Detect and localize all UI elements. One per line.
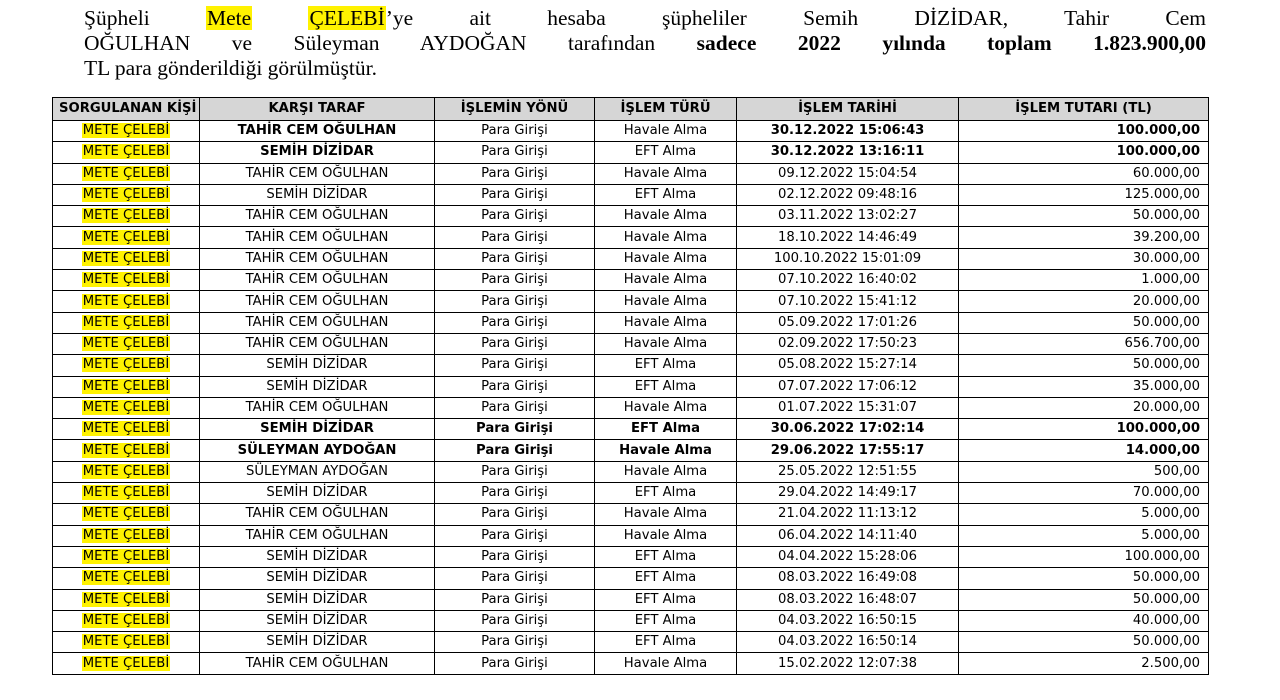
cell-person (53, 653, 200, 674)
intro-text (252, 6, 308, 30)
cell-type: Havale Alma (595, 248, 737, 269)
cell-date: 29.06.2022 17:55:17 (737, 440, 959, 461)
cell-counterparty: TAHİR CEM OĞULHAN (200, 333, 435, 354)
highlighted-person-name: METE ÇELEBİ (82, 485, 170, 501)
cell-amount: 50.000,00 (959, 206, 1209, 227)
highlighted-person-name: METE ÇELEBİ (82, 463, 170, 479)
cell-counterparty: TAHİR CEM OĞULHAN (200, 227, 435, 248)
cell-amount: 100.000,00 (959, 546, 1209, 567)
cell-person (53, 440, 200, 461)
cell-amount: 50.000,00 (959, 312, 1209, 333)
cell-direction: Para Girişi (435, 291, 595, 312)
highlighted-person-name: METE ÇELEBİ (82, 591, 170, 607)
table-row (53, 184, 1209, 205)
table-row (53, 333, 1209, 354)
cell-counterparty: SEMİH DİZİDAR (200, 355, 435, 376)
cell-date: 30.12.2022 13:16:11 (737, 142, 959, 163)
cell-person (53, 121, 200, 142)
table-header (53, 98, 1209, 121)
cell-person (53, 376, 200, 397)
cell-type: Havale Alma (595, 206, 737, 227)
intro-line-3 (84, 56, 1206, 81)
cell-person (53, 248, 200, 269)
cell-person (53, 546, 200, 567)
cell-date: 04.03.2022 16:50:15 (737, 610, 959, 631)
cell-type: Havale Alma (595, 333, 737, 354)
cell-counterparty: TAHİR CEM OĞULHAN (200, 206, 435, 227)
column-header-date: İŞLEM TARİHİ (737, 98, 959, 121)
cell-counterparty: TAHİR CEM OĞULHAN (200, 291, 435, 312)
cell-direction: Para Girişi (435, 589, 595, 610)
cell-amount: 60.000,00 (959, 163, 1209, 184)
table-row (53, 142, 1209, 163)
highlighted-person-name: METE ÇELEBİ (82, 336, 170, 352)
cell-direction: Para Girişi (435, 163, 595, 184)
highlighted-person-name: METE ÇELEBİ (82, 357, 170, 373)
cell-direction: Para Girişi (435, 397, 595, 418)
highlighted-person-name: METE ÇELEBİ (82, 421, 170, 437)
cell-date: 01.07.2022 15:31:07 (737, 397, 959, 418)
cell-person (53, 270, 200, 291)
highlighted-person-name: METE ÇELEBİ (82, 400, 170, 415)
cell-date: 03.11.2022 13:02:27 (737, 206, 959, 227)
cell-amount: 100.000,00 (959, 142, 1209, 163)
cell-person (53, 291, 200, 312)
cell-date: 02.09.2022 17:50:23 (737, 333, 959, 354)
cell-direction: Para Girişi (435, 184, 595, 205)
column-header-counterparty: KARŞI TARAF (200, 98, 435, 121)
cell-direction: Para Girişi (435, 206, 595, 227)
cell-direction: Para Girişi (435, 312, 595, 333)
highlighted-person-name: METE ÇELEBİ (82, 165, 170, 181)
cell-date: 30.12.2022 15:06:43 (737, 121, 959, 142)
cell-amount: 50.000,00 (959, 589, 1209, 610)
column-header-direction: İŞLEMİN YÖNÜ (435, 98, 595, 121)
cell-person (53, 227, 200, 248)
table-row (53, 206, 1209, 227)
table-header-row (53, 98, 1209, 121)
table-row (53, 397, 1209, 418)
cell-type: Havale Alma (595, 440, 737, 461)
intro-text: ’ye ait hesaba şüpheliler Semih DİZİDAR, Tahir Cem (385, 6, 1206, 30)
cell-person (53, 483, 200, 504)
cell-counterparty: SEMİH DİZİDAR (200, 568, 435, 589)
cell-counterparty: TAHİR CEM OĞULHAN (200, 653, 435, 674)
cell-person (53, 461, 200, 482)
cell-type: EFT Alma (595, 355, 737, 376)
cell-direction: Para Girişi (435, 461, 595, 482)
highlighted-person-name: METE ÇELEBİ (82, 549, 170, 565)
intro-line-1 (84, 6, 1206, 31)
cell-person (53, 206, 200, 227)
cell-amount: 100.000,00 (959, 419, 1209, 440)
table-row (53, 483, 1209, 504)
table-row (53, 270, 1209, 291)
column-header-type: İŞLEM TÜRÜ (595, 98, 737, 121)
cell-type: Havale Alma (595, 312, 737, 333)
cell-amount: 20.000,00 (959, 291, 1209, 312)
cell-counterparty: SEMİH DİZİDAR (200, 546, 435, 567)
cell-amount: 35.000,00 (959, 376, 1209, 397)
table-row (53, 419, 1209, 440)
highlighted-person-name: METE ÇELEBİ (82, 442, 170, 458)
cell-amount: 50.000,00 (959, 568, 1209, 589)
highlighted-person-name: METE ÇELEBİ (82, 314, 170, 330)
cell-amount: 50.000,00 (959, 632, 1209, 653)
cell-counterparty: TAHİR CEM OĞULHAN (200, 504, 435, 525)
cell-amount: 40.000,00 (959, 610, 1209, 631)
highlighted-person-name: METE ÇELEBİ (82, 527, 170, 543)
cell-date: 08.03.2022 16:49:08 (737, 568, 959, 589)
cell-direction: Para Girişi (435, 610, 595, 631)
highlighted-person-name: METE ÇELEBİ (82, 634, 170, 650)
highlighted-person-name: METE ÇELEBİ (82, 272, 170, 288)
table-row (53, 355, 1209, 376)
intro-text: TL para gönderildiği görülmüştür. (84, 56, 377, 80)
table-row (53, 546, 1209, 567)
cell-person (53, 419, 200, 440)
cell-direction: Para Girişi (435, 355, 595, 376)
cell-direction: Para Girişi (435, 248, 595, 269)
cell-person (53, 184, 200, 205)
cell-person (53, 333, 200, 354)
highlighted-person-name: METE ÇELEBİ (82, 250, 170, 266)
cell-type: EFT Alma (595, 610, 737, 631)
cell-type: Havale Alma (595, 227, 737, 248)
cell-direction: Para Girişi (435, 121, 595, 142)
table-row (53, 248, 1209, 269)
highlighted-person-name: METE ÇELEBİ (82, 123, 170, 139)
intro-text: OĞULHAN ve Süleyman AYDOĞAN tarafından (84, 31, 697, 55)
cell-type: Havale Alma (595, 121, 737, 142)
cell-counterparty: TAHİR CEM OĞULHAN (200, 270, 435, 291)
cell-date: 30.06.2022 17:02:14 (737, 419, 959, 440)
table-row (53, 227, 1209, 248)
cell-counterparty: SEMİH DİZİDAR (200, 184, 435, 205)
cell-type: Havale Alma (595, 653, 737, 674)
column-header-person: SORGULANAN KİŞİ (53, 98, 200, 121)
cell-counterparty: TAHİR CEM OĞULHAN (200, 163, 435, 184)
cell-type: Havale Alma (595, 291, 737, 312)
cell-person (53, 142, 200, 163)
highlighted-person-name: METE ÇELEBİ (82, 506, 170, 522)
cell-counterparty: SEMİH DİZİDAR (200, 483, 435, 504)
cell-person (53, 504, 200, 525)
cell-date: 100.10.2022 15:01:09 (737, 248, 959, 269)
cell-direction: Para Girişi (435, 525, 595, 546)
highlighted-surname: ÇELEBİ (309, 6, 385, 30)
cell-counterparty: TAHİR CEM OĞULHAN (200, 312, 435, 333)
cell-type: EFT Alma (595, 632, 737, 653)
intro-paragraph (84, 6, 1206, 81)
highlighted-person-name: METE ÇELEBİ (82, 187, 170, 203)
cell-person (53, 312, 200, 333)
intro-text: Şüpheli (84, 6, 206, 30)
cell-direction: Para Girişi (435, 333, 595, 354)
cell-date: 05.08.2022 15:27:14 (737, 355, 959, 376)
table-row (53, 461, 1209, 482)
cell-counterparty: SEMİH DİZİDAR (200, 419, 435, 440)
cell-amount: 70.000,00 (959, 483, 1209, 504)
cell-amount: 30.000,00 (959, 248, 1209, 269)
cell-direction: Para Girişi (435, 568, 595, 589)
cell-date: 07.10.2022 16:40:02 (737, 270, 959, 291)
cell-counterparty: SÜLEYMAN AYDOĞAN (200, 461, 435, 482)
cell-date: 25.05.2022 12:51:55 (737, 461, 959, 482)
cell-date: 09.12.2022 15:04:54 (737, 163, 959, 184)
table-row (53, 610, 1209, 631)
cell-amount: 14.000,00 (959, 440, 1209, 461)
cell-counterparty: SÜLEYMAN AYDOĞAN (200, 440, 435, 461)
cell-direction: Para Girişi (435, 504, 595, 525)
cell-direction: Para Girişi (435, 653, 595, 674)
highlighted-person-name: METE ÇELEBİ (82, 208, 170, 224)
cell-date: 07.07.2022 17:06:12 (737, 376, 959, 397)
cell-amount: 20.000,00 (959, 397, 1209, 418)
cell-type: EFT Alma (595, 184, 737, 205)
table-row (53, 632, 1209, 653)
cell-date: 08.03.2022 16:48:07 (737, 589, 959, 610)
highlighted-person-name: METE ÇELEBİ (82, 570, 170, 586)
cell-date: 06.04.2022 14:11:40 (737, 525, 959, 546)
cell-person (53, 632, 200, 653)
cell-type: EFT Alma (595, 376, 737, 397)
table-row (53, 291, 1209, 312)
cell-type: Havale Alma (595, 163, 737, 184)
cell-counterparty: SEMİH DİZİDAR (200, 610, 435, 631)
cell-counterparty: TAHİR CEM OĞULHAN (200, 121, 435, 142)
intro-line-2 (84, 31, 1206, 56)
table-row (53, 504, 1209, 525)
cell-amount: 5.000,00 (959, 525, 1209, 546)
cell-direction: Para Girişi (435, 227, 595, 248)
table-row (53, 525, 1209, 546)
cell-date: 07.10.2022 15:41:12 (737, 291, 959, 312)
table-body (53, 121, 1209, 675)
cell-person (53, 355, 200, 376)
table-row (53, 376, 1209, 397)
table-row (53, 440, 1209, 461)
cell-type: EFT Alma (595, 546, 737, 567)
cell-counterparty: TAHİR CEM OĞULHAN (200, 397, 435, 418)
cell-person (53, 568, 200, 589)
cell-amount: 5.000,00 (959, 504, 1209, 525)
cell-person (53, 397, 200, 418)
cell-amount: 656.700,00 (959, 333, 1209, 354)
cell-direction: Para Girişi (435, 142, 595, 163)
cell-person (53, 525, 200, 546)
cell-counterparty: SEMİH DİZİDAR (200, 142, 435, 163)
table-row (53, 653, 1209, 674)
cell-type: EFT Alma (595, 589, 737, 610)
cell-direction: Para Girişi (435, 546, 595, 567)
highlighted-person-name: METE ÇELEBİ (82, 229, 170, 245)
cell-counterparty: SEMİH DİZİDAR (200, 376, 435, 397)
cell-direction: Para Girişi (435, 376, 595, 397)
cell-date: 18.10.2022 14:46:49 (737, 227, 959, 248)
cell-type: EFT Alma (595, 142, 737, 163)
transaction-table (52, 97, 1209, 675)
highlighted-person-name: METE ÇELEBİ (82, 612, 170, 628)
cell-type: Havale Alma (595, 461, 737, 482)
cell-amount: 1.000,00 (959, 270, 1209, 291)
cell-type: Havale Alma (595, 525, 737, 546)
cell-date: 05.09.2022 17:01:26 (737, 312, 959, 333)
cell-date: 29.04.2022 14:49:17 (737, 483, 959, 504)
cell-type: EFT Alma (595, 419, 737, 440)
cell-amount: 500,00 (959, 461, 1209, 482)
cell-direction: Para Girişi (435, 632, 595, 653)
cell-type: Havale Alma (595, 397, 737, 418)
cell-direction: Para Girişi (435, 270, 595, 291)
table-row (53, 568, 1209, 589)
table-row (53, 121, 1209, 142)
cell-date: 15.02.2022 12:07:38 (737, 653, 959, 674)
highlighted-person-name: METE ÇELEBİ (82, 293, 170, 309)
cell-amount: 50.000,00 (959, 355, 1209, 376)
cell-person (53, 163, 200, 184)
cell-date: 04.04.2022 15:28:06 (737, 546, 959, 567)
cell-amount: 2.500,00 (959, 653, 1209, 674)
cell-counterparty: TAHİR CEM OĞULHAN (200, 248, 435, 269)
cell-type: EFT Alma (595, 483, 737, 504)
intro-bold-text: sadece 2022 yılında toplam 1.823.900,00 (696, 31, 1206, 55)
cell-counterparty: SEMİH DİZİDAR (200, 632, 435, 653)
cell-direction: Para Girişi (435, 483, 595, 504)
cell-amount: 39.200,00 (959, 227, 1209, 248)
cell-type: Havale Alma (595, 270, 737, 291)
cell-person (53, 589, 200, 610)
table-row (53, 589, 1209, 610)
cell-date: 21.04.2022 11:13:12 (737, 504, 959, 525)
highlighted-name: Mete (207, 6, 252, 30)
cell-date: 02.12.2022 09:48:16 (737, 184, 959, 205)
table-row (53, 312, 1209, 333)
highlighted-person-name: METE ÇELEBİ (82, 144, 170, 160)
cell-amount: 100.000,00 (959, 121, 1209, 142)
cell-person (53, 610, 200, 631)
cell-type: EFT Alma (595, 568, 737, 589)
cell-direction: Para Girişi (435, 419, 595, 440)
cell-counterparty: SEMİH DİZİDAR (200, 589, 435, 610)
cell-type: Havale Alma (595, 504, 737, 525)
cell-counterparty: TAHİR CEM OĞULHAN (200, 525, 435, 546)
cell-amount: 125.000,00 (959, 184, 1209, 205)
cell-direction: Para Girişi (435, 440, 595, 461)
cell-date: 04.03.2022 16:50:14 (737, 632, 959, 653)
highlighted-person-name: METE ÇELEBİ (82, 655, 170, 671)
highlighted-person-name: METE ÇELEBİ (82, 378, 170, 394)
table-row (53, 163, 1209, 184)
column-header-amount: İŞLEM TUTARI (TL) (959, 98, 1209, 121)
